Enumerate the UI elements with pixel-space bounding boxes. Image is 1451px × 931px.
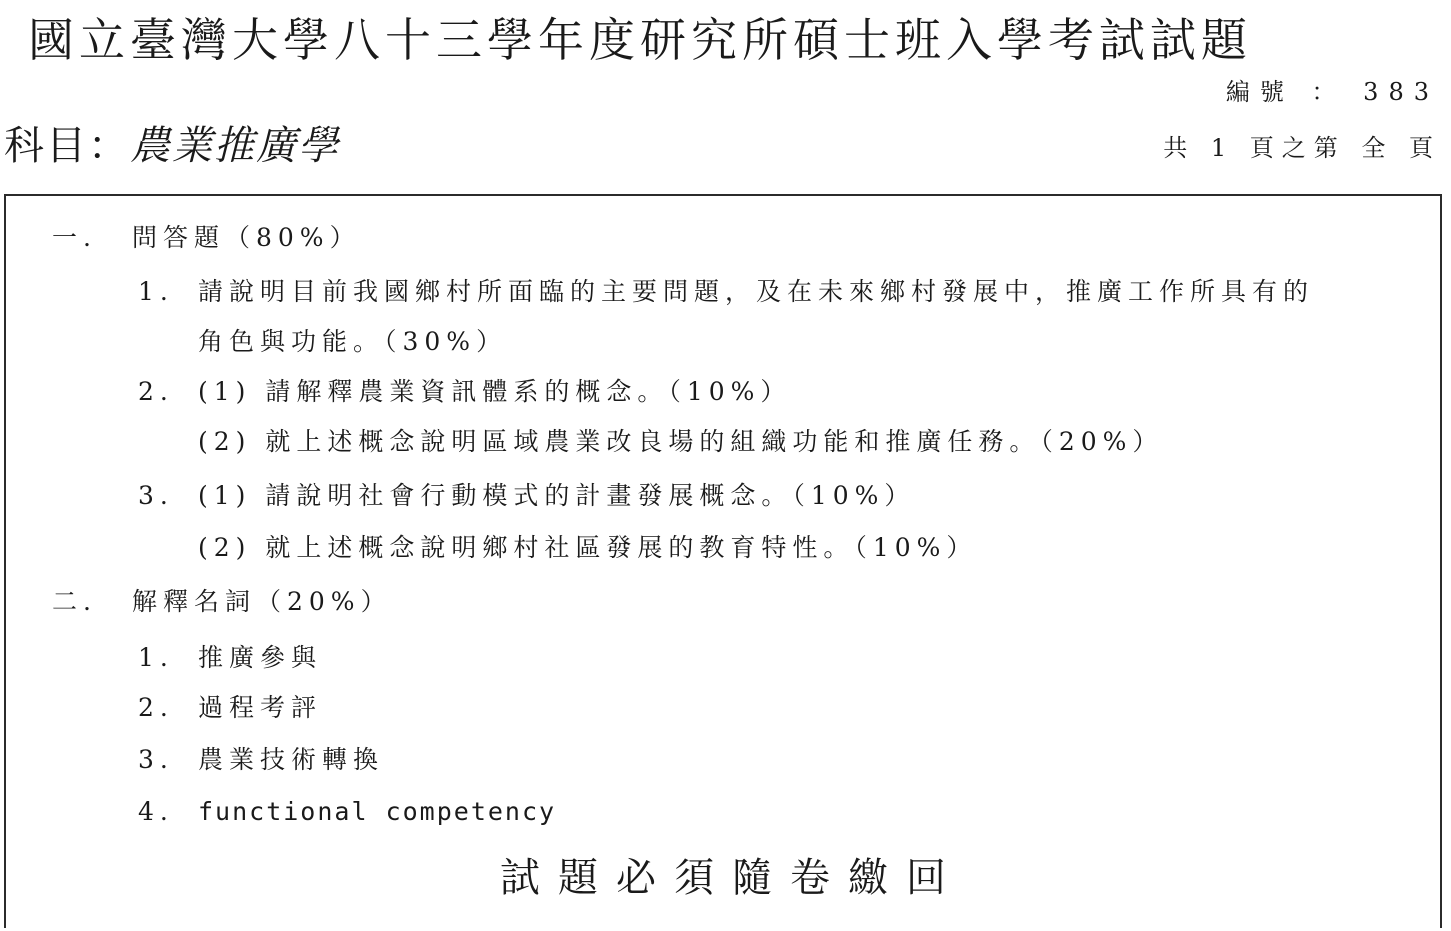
page-count: 共 1 頁之第 全 頁 [1163,134,1441,162]
term-number: 1. [138,643,174,672]
term-item [138,640,322,676]
question-text: (1) 請解釋農業資訊體系的概念。（10%） [198,377,792,406]
exam-serial-number: 編號 ： 383 [1225,78,1439,106]
term-item [138,690,322,726]
question-number: 1. [138,277,174,306]
subject-label: 科目： [4,123,130,169]
term-text: functional competency [198,797,557,826]
section-heading [52,220,361,256]
section-marker: 一. [52,223,97,252]
term-text: 過程考評 [198,693,323,722]
term-item [138,794,556,830]
term-number: 4. [138,797,174,826]
section-title: 問答題（80%） [132,223,361,252]
term-item [138,742,384,778]
term-text: 推廣參與 [198,643,323,672]
exam-title: 國立臺灣大學八十三學年度研究所碩士班入學考試試題 [28,13,1252,67]
question-number: 3. [138,481,174,510]
term-number: 2. [138,693,174,722]
section-title: 解釋名詞（20%） [132,587,392,616]
question-line: (2) 就上述概念說明鄉村社區發展的教育特性。（10%） [198,533,978,562]
question-line [138,274,1314,310]
question-line [138,478,915,514]
subject-value: 農業推廣學 [130,123,340,169]
term-text: 農業技術轉換 [198,745,385,774]
question-number: 2. [138,377,174,406]
section-heading [52,584,392,620]
question-text: (1) 請說明社會行動模式的計畫發展概念。（10%） [198,481,916,510]
subject-line [4,118,340,174]
question-text: 請說明目前我國鄉村所面臨的主要問題，及在未來鄉村發展中，推廣工作所具有的 [198,277,1315,306]
question-line: (2) 就上述概念說明區域農業改良場的組織功能和推廣任務。（20%） [198,427,1164,456]
question-line: 角色與功能。（30%） [198,327,508,356]
return-exam-notice: 試題必須隨卷繳回 [500,855,964,901]
section-marker: 二. [52,587,97,616]
term-number: 3. [138,745,174,774]
question-line [138,374,791,410]
